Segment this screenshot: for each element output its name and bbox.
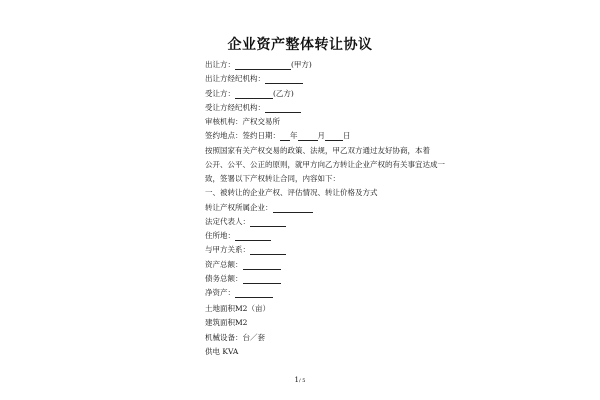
transferee-agency-blank [265, 104, 301, 113]
total-debt-line [205, 274, 281, 284]
legal-rep-line [205, 217, 286, 227]
legal-rep-label: 法定代表人： [205, 217, 250, 226]
review-agency-line: 审核机构：产权交易所 [205, 117, 280, 126]
intro-line-1: 按照国家有关产权交易的政策、法规，甲乙双方通过友好协商，本着 [205, 146, 430, 155]
address-blank [235, 232, 271, 241]
day-blank [325, 132, 343, 141]
transferor-blank [235, 61, 291, 70]
machinery-line: 机械设备：台／套 [205, 333, 265, 342]
total-debt-label: 债务总额： [205, 274, 243, 283]
document-title: 企业资产整体转让协议 [227, 37, 373, 53]
signing-prefix: 签约地点：签约日期： [205, 131, 280, 140]
transferor-agency-line [205, 74, 303, 84]
building-area-line: 建筑面积M2 [205, 318, 248, 327]
owner-enterprise-blank [273, 204, 313, 213]
transferor-label: 出让方： [205, 60, 235, 69]
land-area-line: 土地面积M2（亩） [205, 304, 270, 313]
section-1-heading: 一、被转让的企业产权、评估情况、转让价格及方式 [205, 188, 378, 197]
transferor-agency-blank [265, 75, 303, 84]
signing-month: 月 [317, 131, 325, 140]
page-total: / 5 [299, 378, 306, 384]
year-blank [280, 132, 290, 141]
signing-day: 日 [343, 131, 351, 140]
owner-enterprise-line [205, 203, 313, 213]
transferee-suffix: (乙方) [273, 89, 294, 98]
month-blank [298, 132, 318, 141]
page-number: 1 [294, 376, 299, 384]
transferor-line [205, 60, 312, 70]
transferor-agency-label: 出让方经纪机构： [205, 74, 265, 83]
net-assets-label: 净资产： [205, 288, 235, 297]
transferee-line [205, 89, 294, 99]
page-footer [0, 376, 600, 384]
net-assets-blank [235, 289, 273, 298]
legal-rep-blank [250, 218, 286, 227]
power-supply-line: 供电 KVA [205, 347, 239, 356]
relation-line [205, 245, 286, 255]
total-debt-blank [243, 275, 281, 284]
total-assets-label: 资产总额： [205, 260, 243, 269]
signing-year: 年 [290, 131, 298, 140]
transferee-blank [235, 90, 273, 99]
owner-enterprise-label: 转让产权所属企业： [205, 203, 273, 212]
transferee-agency-label: 受让方经纪机构： [205, 103, 265, 112]
transferor-suffix: (甲方) [291, 60, 312, 69]
total-assets-line [205, 260, 281, 270]
relation-blank [250, 246, 286, 255]
relation-label: 与甲方关系： [205, 245, 250, 254]
total-assets-blank [243, 261, 281, 270]
transferee-agency-line [205, 103, 301, 113]
intro-line-2: 公开、公平、公正的原则，就甲方向乙方转让企业产权的有关事宜达成一 [205, 160, 445, 169]
signing-line [205, 131, 351, 141]
intro-line-3: 致，签署以下产权转让合同，内容如下： [205, 174, 340, 183]
transferee-label: 受让方： [205, 89, 235, 98]
net-assets-line [205, 288, 273, 298]
address-line [205, 231, 271, 241]
address-label: 住所地： [205, 231, 235, 240]
